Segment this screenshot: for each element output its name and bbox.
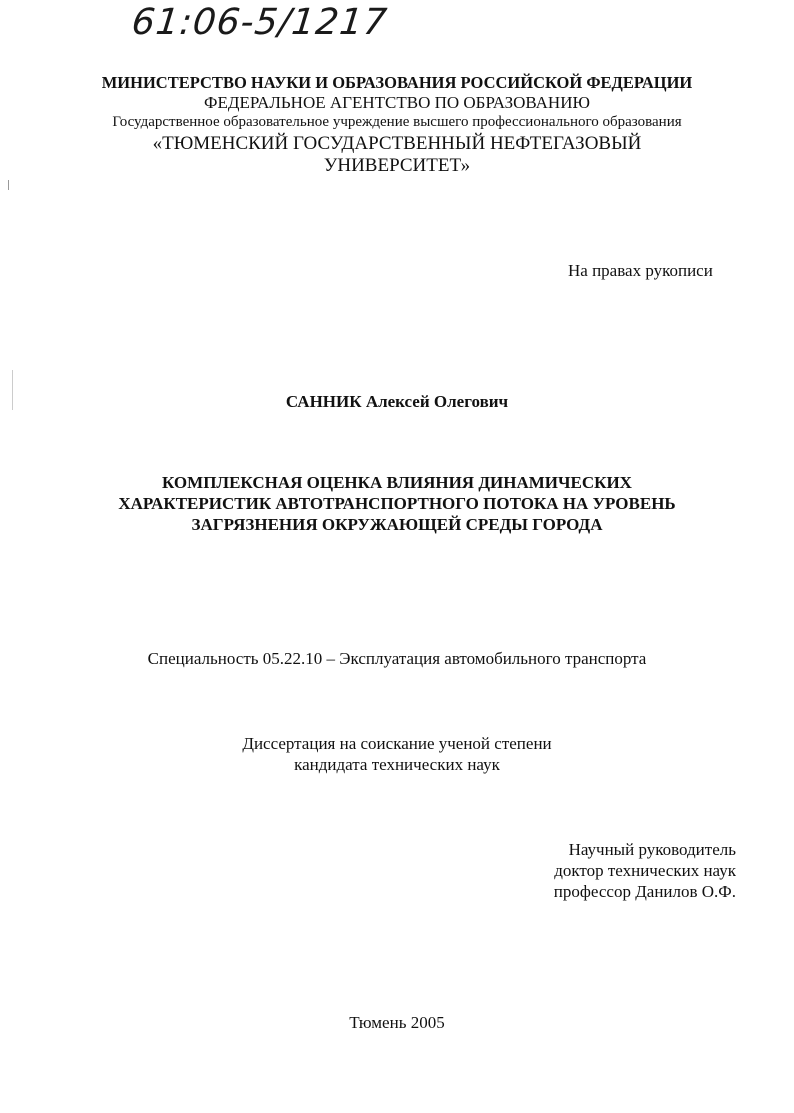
degree-line1: Диссертация на соискание ученой степени [242, 734, 552, 753]
institution-type: Государственное образовательное учреждение высшего профессионального образования [112, 114, 682, 130]
city-year: Тюмень 2005 [349, 1013, 445, 1032]
scan-artifact [12, 370, 13, 410]
supervisor-block [554, 839, 736, 902]
title-line: ЗАГРЯЗНЕНИЯ ОКРУЖАЮЩЕЙ СРЕДЫ ГОРОДА [191, 515, 603, 534]
supervisor-degree: доктор технических наук [554, 861, 736, 880]
dissertation-degree [0, 733, 794, 775]
archive-number-handwritten: 61:06-5/1217 [129, 2, 390, 43]
university-name-line1: «ТЮМЕНСКИЙ ГОСУДАРСТВЕННЫЙ НЕФТЕГАЗОВЫЙ [152, 133, 642, 154]
agency-name: ФЕДЕРАЛЬНОЕ АГЕНТСТВО ПО ОБРАЗОВАНИЮ [204, 93, 590, 112]
ministry-name: МИНИСТЕРСТВО НАУКИ И ОБРАЗОВАНИЯ РОССИЙСКОЙ ФЕДЕРАЦИИ [101, 73, 693, 92]
supervisor-name: профессор Данилов О.Ф. [553, 882, 736, 901]
author-name: САННИК Алексей Олегович [285, 392, 509, 411]
title-line: ХАРАКТЕРИСТИК АВТОТРАНСПОРТНОГО ПОТОКА НА УРОВЕНЬ [118, 494, 676, 513]
supervisor-role: Научный руководитель [568, 840, 736, 859]
dissertation-title [0, 472, 794, 535]
title-line: КОМПЛЕКСНАЯ ОЦЕНКА ВЛИЯНИЯ ДИНАМИЧЕСКИХ [162, 473, 632, 492]
rights-note: На правах рукописи [568, 261, 713, 280]
specialty: Специальность 05.22.10 – Эксплуатация автомобильного транспорта [147, 649, 647, 668]
degree-line2: кандидата технических наук [294, 755, 500, 774]
university-name-line2: УНИВЕРСИТЕТ» [323, 155, 471, 176]
scan-artifact [8, 180, 9, 190]
